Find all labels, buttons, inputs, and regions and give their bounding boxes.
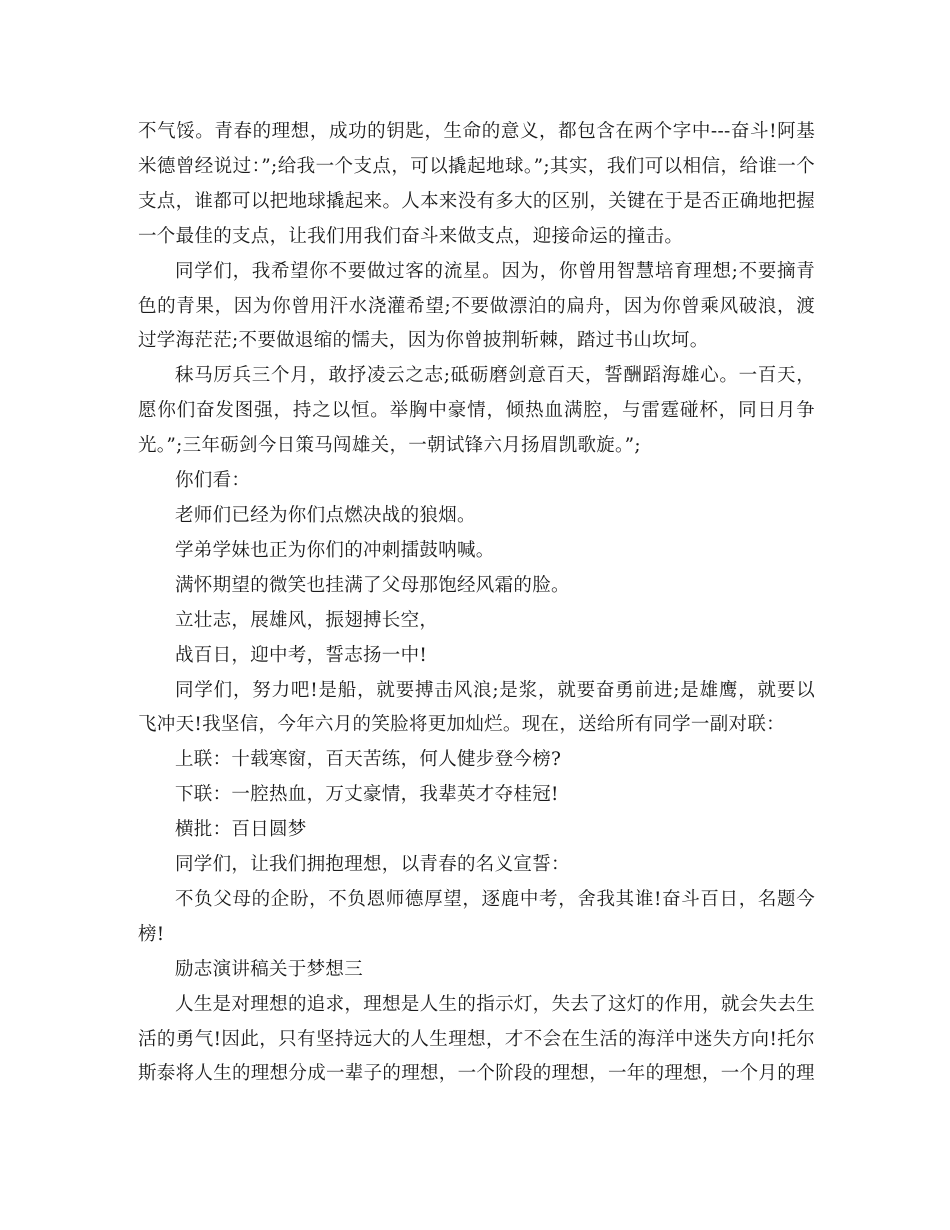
paragraph: 学弟学妹也正为你们的冲刺擂鼓呐喊。 — [175, 539, 495, 561]
paragraph: 秣马厉兵三个月，敢抒凌云之志;砥砺磨剑意百天，誓酬蹈海雄心。一百天，愿你们奋发图强，持之以恒。举胸中豪情，倾热血满腔，与雷霆碰杯，同日月争光。”;三年砺剑今日策马闯雄关，一朝试锋六月扬眉凯歌旋。”; — [138, 365, 815, 457]
paragraph: 同学们，我希望你不要做过客的流星。因为，你曾用智慧培育理想;不要摘青色的青果，因为你曾用汗水浇灌希望;不要做漂泊的扁舟，因为你曾乘风破浪，渡过学海茫茫;不要做退缩的懦夫，因为你曾披荆斩棘，踏过书山坎坷。 — [138, 260, 815, 352]
paragraph: 立壮志，展雄风，振翅搏长空， — [175, 609, 439, 631]
paragraph: 不负父母的企盼，不负恩师德厚望，逐鹿中考，舍我其谁!奋斗百日，名题今榜! — [138, 888, 815, 945]
paragraph: 老师们已经为你们点燃决战的狼烟。 — [175, 504, 476, 526]
document-page — [138, 115, 815, 1092]
paragraph: 同学们，努力吧!是船，就要搏击风浪;是浆，就要奋勇前进;是雄鹰，就要以飞冲天!我坚信，今年六月的笑脸将更加灿烂。现在，送给所有同学一副对联： — [138, 679, 815, 736]
paragraph: 横批：百日圆梦 — [175, 819, 307, 841]
paragraph: 满怀期望的微笑也挂满了父母那饱经风霜的脸。 — [175, 574, 570, 596]
section-heading: 励志演讲稿关于梦想三 — [175, 958, 364, 980]
paragraph: 上联：十载寒窗，百天苦练，何人健步登今榜? — [175, 749, 562, 771]
paragraph: 人生是对理想的追求，理想是人生的指示灯，失去了这灯的作用，就会失去生活的勇气!因此，只有坚持远大的人生理想，才不会在生活的海洋中迷失方向!托尔斯泰将人生的理想分成一辈子的理想，一个阶段的理想，一年的理想，一个月的理 — [138, 993, 815, 1085]
paragraph: 不气馁。青春的理想，成功的钥匙，生命的意义，都包含在两个字中---奋斗!阿基米德曾经说过：”;给我一个支点，可以撬起地球。”;其实，我们可以相信，给谁一个支点，谁都可以把地球撬起来。人本来没有多大的区别，关键在于是否正确地把握一个最佳的支点，让我们用我们奋斗来做支点，迎接命运的撞击。 — [138, 121, 815, 247]
paragraph: 同学们，让我们拥抱理想，以青春的名义宣誓： — [175, 854, 570, 876]
paragraph: 你们看： — [175, 470, 251, 492]
paragraph: 下联：一腔热血，万丈豪情，我辈英才夺桂冠! — [175, 784, 559, 806]
paragraph: 战百日，迎中考，誓志扬一中! — [175, 644, 428, 666]
